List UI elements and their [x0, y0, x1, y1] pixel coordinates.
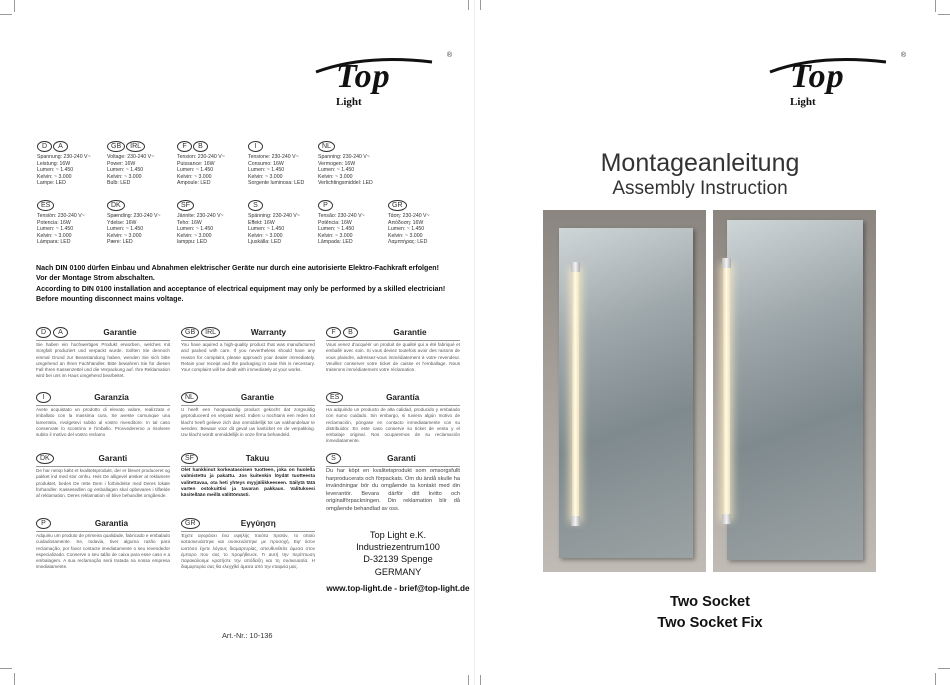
- spec-row: Kelvin: ~ 3.000: [248, 232, 283, 239]
- address-line: GERMANY: [374, 566, 422, 577]
- country-flags: [37, 141, 113, 152]
- spec-row: Tension: 230-240 V~: [177, 154, 225, 160]
- country-code-badge: D: [36, 327, 51, 338]
- spec-row: Spanning: 230-240 V~: [318, 154, 370, 160]
- country-code-badge: P: [318, 200, 333, 211]
- spec-row: Ampoule: LED: [177, 180, 211, 187]
- warning-line: Vor der Montage Strom abschalten.: [36, 274, 155, 283]
- guarantee-title: Garantie: [103, 327, 137, 337]
- guarantee-header: [36, 326, 170, 338]
- guarantee-text: Adquiriu um produto de primeira qualidade, fabricado e embalado cuidadosamente. Se, todavia, tiver alguma razão para reclamação, por favor contacte imediatamente o seu revendedor especializado. Conserve o seu talão de caixa para esse caso e a embalagem. A sua reclamação será tratada na nossa empresa imediatamente.: [36, 533, 170, 570]
- crop-mark: [14, 673, 15, 685]
- spec-row: Lumen: ~ 1.450: [107, 226, 144, 233]
- spec-row: Τάση: 230-240 V~: [388, 213, 430, 219]
- product-photo-two-socket: [543, 210, 706, 572]
- guarantee-title: Garantia: [94, 518, 129, 528]
- country-code-badge: ES: [37, 200, 54, 211]
- guarantee-title: Garanti: [387, 453, 416, 463]
- guarantee-title: Warranty: [250, 327, 287, 337]
- spec-row: Lumen: ~ 1.450: [248, 167, 285, 174]
- spec-row: Kelvin: ~ 3.000: [177, 173, 212, 180]
- guarantee-block: [326, 326, 460, 373]
- country-flags: [248, 200, 324, 211]
- mirror: [727, 220, 863, 560]
- country-flags: [318, 141, 394, 152]
- spec-row: Kelvin: ~ 3.000: [37, 232, 72, 239]
- logo-subtext: Light: [790, 96, 816, 108]
- mirror: [559, 228, 693, 558]
- product-name: Two Socket: [669, 594, 750, 610]
- country-code-badge: B: [193, 141, 208, 152]
- warning-line: According to DIN 0100 installation and acceptance of electrical equipment may only be performed by a skilled electrician!: [36, 284, 446, 293]
- guarantee-header: [181, 452, 315, 464]
- guarantee-block: [326, 391, 460, 445]
- spec-row: Lumen: ~ 1.450: [37, 226, 74, 233]
- spec-row: Leistung: 16W: [37, 160, 71, 167]
- country-code-badge: ES: [326, 392, 343, 403]
- spec-row: Ljuskälla: LED: [248, 239, 282, 246]
- spec-row: Sorgente luminosa: LED: [248, 180, 305, 187]
- title-german: Montageanleitung: [600, 149, 800, 177]
- spec-row: Lámpara: LED: [37, 239, 71, 246]
- warning-line: Nach DIN 0100 dürfen Einbau und Abnahmen elektrischer Geräte nur durch eine autorisierte Elektro-Fachkraft erfolgen!: [36, 264, 439, 272]
- spec-row: Ydelse: 16W: [107, 219, 137, 226]
- country-code-badge: IRL: [201, 327, 220, 338]
- spec-row: Lumen: ~ 1.450: [318, 226, 355, 233]
- guarantee-text: You have aquired a high-quality product that was manufactured and packed with care. If you nevertheless should have any reason for complaint, please approach your dealer immediately. Retain your receipt and the packaging in case this is necessary. Your complaint will be dealt with immediately at your works.: [181, 342, 315, 373]
- logo-text: Top: [336, 58, 391, 95]
- spec-block: [318, 200, 394, 246]
- address-line: Industriezentrum100: [356, 542, 440, 553]
- spec-row: Effekt: 16W: [248, 219, 275, 226]
- country-code-badge: I: [248, 141, 263, 152]
- guarantee-text: U heeft een hoogwaardig product gekocht dat zorgvuldig geproduceerd en verpakt werd. Indien u nochtans een reden tot klacht heeft gelieve zich dan onmiddellijk tot uw vakhandelaar te wenden. Bewaar voor dit geval uw kasticket en de verpakking. Uw klacht wordt onmiddellijk in onze firma behandeld.: [181, 407, 315, 438]
- guarantee-text: Sie haben ein hochwertiges Produkt erworben, welches mit Sorgfalt produziert und verpackt wurde. Sollten Sie dennoch einmal Grund zur Beanstandung haben, wenden Sie sich bitte umgehend an Ihren Fachhändler. Bitte bewahren Sie für diesen Fall Ihren Kassenzettel und die Verpackung auf. Ihre Reklamation wird bei uns im Haus umgehend bearbeitet.: [36, 342, 170, 379]
- crop-mark: [0, 668, 12, 669]
- spec-row: Kelvin: ~ 3.000: [248, 173, 283, 180]
- country-code-badge: D: [37, 141, 52, 152]
- brand-logo-left: [314, 52, 454, 112]
- guarantee-title: Garanti: [98, 453, 128, 463]
- guarantee-text: De har netop købt et kvalitetsprodukt, der er blevet produceret og pakket ind med stor omhu. Hvis De alligevel ønsker at reklamere produktet, bedes De rette Dem i forbindelse med Deres lokale forhandler. Kassesedlen og emballagen skal opbevares i tilfælde af reklamation. Deres reklamation vil blive behandlet omgående.: [36, 468, 170, 499]
- country-code-badge: DK: [107, 200, 125, 211]
- spec-row: Kelvin: ~ 3.000: [107, 232, 142, 239]
- spec-row: Vermogen: 16W: [318, 160, 356, 167]
- country-code-badge: DK: [36, 453, 54, 464]
- country-code-badge: F: [177, 141, 192, 152]
- spec-row: Spänning: 230-240 V~: [248, 213, 300, 219]
- logo-subtext: Light: [336, 96, 362, 108]
- spec-row: Spænding: 230-240 V~: [107, 213, 161, 219]
- company-address: [318, 529, 478, 595]
- guarantee-header: [36, 391, 170, 403]
- article-number: Art.-Nr.: 10-136: [222, 631, 273, 640]
- product-names: [610, 592, 810, 634]
- spec-block: [248, 141, 324, 187]
- spec-row: Potência: 16W: [318, 219, 352, 226]
- guarantee-header: [181, 517, 315, 529]
- spec-row: Kelvin: ~ 3.000: [177, 232, 212, 239]
- country-flags: [318, 200, 394, 211]
- guarantee-header: [326, 452, 460, 464]
- spec-block: [248, 200, 324, 246]
- guarantee-block: [36, 326, 170, 380]
- address-line: Top Light e.K.: [369, 530, 427, 540]
- spec-row: Jännite: 230-240 V~: [177, 213, 224, 219]
- spec-row: Kelvin: ~ 3.000: [318, 173, 353, 180]
- address-line: D-32139 Spenge: [363, 554, 433, 565]
- spec-row: Lumen: ~ 1.450: [177, 226, 214, 233]
- guarantee-header: [326, 326, 460, 338]
- country-flags: [107, 141, 183, 152]
- spec-row: Pære: LED: [107, 239, 133, 246]
- spec-row: Lumen: ~ 1.450: [388, 226, 425, 233]
- spec-block: [318, 141, 394, 187]
- guarantee-header: [36, 517, 170, 529]
- country-code-badge: F: [326, 327, 341, 338]
- crop-mark: [14, 0, 15, 12]
- spec-row: Power: 16W: [107, 160, 136, 167]
- spec-row: Potencia: 16W: [37, 219, 71, 226]
- guarantee-block: [36, 517, 170, 571]
- logo-text: Top: [790, 58, 845, 95]
- country-flags: [248, 141, 324, 152]
- spec-block: [107, 200, 183, 246]
- lamp-socket: [571, 516, 580, 526]
- country-code-badge: I: [36, 392, 51, 403]
- website-contact: www.top-light.de - brief@top-light.de: [326, 583, 470, 593]
- country-code-badge: IRL: [126, 141, 145, 152]
- warning-line: Before mounting disconnect mains voltage.: [36, 295, 184, 304]
- country-code-badge: SF: [181, 453, 198, 464]
- spec-row: Lâmpada: LED: [318, 239, 353, 246]
- guarantee-text: Avete acquistato un prodotto di elevato valore, realizzato e imballato con la massima cura. Se aveste comunque una lamentela, rivolgetevi subito al vostro rivenditore. In tal caso conservate lo scontrino e l'imballo. Provvederemo a risolvere subito il motivo del vostro reclamo: [36, 407, 170, 438]
- country-flags: [177, 200, 253, 211]
- product-photo-two-socket-fix: [713, 210, 876, 572]
- guarantee-header: [36, 452, 170, 464]
- guarantee-text: Vous venez d'acquérir un produit de qualité qui a été fabriqué et emballé avec soin. Si vous deviez toutefois avoir des raisons de vous plaindre, adressez-vous immédiatement à votre revendeur. Veuillez conserver votre ticket de caisse et l'emballage. Nous traiterons immédiatement votre réclamation.: [326, 342, 460, 373]
- guarantee-block: [181, 391, 315, 438]
- guarantee-title: Garanzia: [94, 392, 129, 402]
- guarantee-title: Εγγύηση: [240, 518, 276, 528]
- spec-row: Kelvin: ~ 3.000: [318, 232, 353, 239]
- spec-row: lamppu: LED: [177, 239, 207, 246]
- spec-row: Bulb: LED: [107, 180, 131, 187]
- country-code-badge: GB: [181, 327, 199, 338]
- product-name: Two Socket Fix: [657, 615, 763, 631]
- crop-mark: [468, 675, 469, 685]
- guarantee-text: Ha adquirido un producto de alta calidad, producido y embalado con sumo cuidado. Sin embargo, si tuviera algún motivo de reclamación, póngase en contacto inmediatamente con su distribuidor. En este caso conserve su ticket de venta y el embalaje original. Nos ocuparemos de su reclamación inmediatamente.: [326, 407, 460, 444]
- safety-warning: [36, 263, 466, 305]
- country-flags: [177, 141, 253, 152]
- lamp-socket: [722, 514, 731, 524]
- guarantee-title: Garantie: [240, 392, 275, 402]
- guarantee-title: Garantie: [393, 327, 427, 337]
- country-code-badge: NL: [318, 141, 335, 152]
- spec-row: Voltage: 230-240 V~: [107, 154, 155, 160]
- guarantee-header: [181, 391, 315, 403]
- spec-block: [107, 141, 183, 187]
- guarantee-block: [181, 452, 315, 499]
- country-code-badge: NL: [181, 392, 198, 403]
- spec-row: Tensão: 230-240 V~: [318, 213, 365, 219]
- spec-block: [177, 141, 253, 187]
- country-code-badge: S: [248, 200, 263, 211]
- spec-row: Kelvin: ~ 3.000: [388, 232, 423, 239]
- crop-mark: [0, 14, 12, 15]
- guarantee-block: [36, 391, 170, 438]
- guarantee-block: [36, 452, 170, 499]
- spec-row: Lampe: LED: [37, 180, 66, 187]
- spec-row: Verlichtingsmiddel: LED: [318, 180, 373, 187]
- guarantee-block: [326, 452, 460, 514]
- logo-registered: ®: [446, 52, 452, 59]
- guarantee-header: [181, 326, 315, 338]
- country-code-badge: GB: [107, 141, 125, 152]
- lamp-socket: [722, 258, 731, 268]
- spec-row: Lumen: ~ 1.450: [248, 226, 285, 233]
- logo-registered: ®: [900, 52, 906, 59]
- crop-mark: [468, 0, 469, 10]
- spec-row: Lumen: ~ 1.450: [107, 167, 144, 174]
- brand-logo-right: [768, 52, 908, 112]
- country-flags: [107, 200, 183, 211]
- spec-row: Tensión: 230-240 V~: [37, 213, 85, 219]
- spec-row: Kelvin: ~ 3.000: [107, 173, 142, 180]
- crop-mark: [935, 673, 936, 685]
- spec-row: Consumo: 16W: [248, 160, 284, 167]
- spec-row: Lumen: ~ 1.450: [37, 167, 74, 174]
- country-code-badge: B: [343, 327, 358, 338]
- guarantee-text: Έχετε αγοράσει ένα υψηλής ποιότα προϊόν, το οποίο κατασκευάστηκε και συσκευάστηκε με προσοχή. Εφ' όσον ωστόσο έχετε λόγους διαμαρτυρίας, απευθυνθείτε άμεσα στον έμπορο που σας το προμήθευσε. Γι αυτή την περίπτωση παρακαλούμε κρατήστε την απόδειξη και τη συσκευασία. Η διαμαρτυρία σας θα ελεγχθεί άμεσα από την εταιρεία μας.: [181, 533, 315, 570]
- crop-mark: [480, 675, 481, 685]
- lamp-tube: [723, 266, 730, 518]
- country-code-badge: P: [36, 518, 51, 529]
- document-title: [575, 148, 825, 200]
- crop-mark: [938, 668, 950, 669]
- crop-mark: [938, 14, 950, 15]
- country-code-badge: SF: [177, 200, 194, 211]
- title-english: Assembly Instruction: [612, 178, 788, 199]
- guarantee-header: [326, 391, 460, 403]
- spec-block: [37, 141, 113, 187]
- spec-row: Απόδοση: 16W: [388, 219, 424, 226]
- guarantee-text: Olet hankkinut korkeatasoisen tuotteen, joka on huolella valmistettu ja pakattu. Jos kuitenkin löydät tuotteesta valitettavaa, ota heti yhteys myyjäliikkeeseen. Säilytä tätä varten ostokuittisi ja tavaran pakkaus. Valituksesi käsitellään meillä välittömästi.: [181, 468, 315, 499]
- country-code-badge: GR: [181, 518, 200, 529]
- spec-row: Puissance: 16W: [177, 160, 215, 167]
- spec-row: Kelvin: ~ 3.000: [37, 173, 72, 180]
- spec-row: Tensione: 230-240 V~: [248, 154, 299, 160]
- lamp-socket: [571, 262, 580, 272]
- spec-block: [177, 200, 253, 246]
- crop-mark: [480, 0, 481, 10]
- spec-row: Teho: 16W: [177, 219, 202, 226]
- spec-block: [37, 200, 113, 246]
- guarantee-block: [181, 517, 315, 571]
- spec-row: Lumen: ~ 1.450: [177, 167, 214, 174]
- spec-row: Spannung: 230-240 V~: [37, 154, 91, 160]
- country-code-badge: A: [53, 141, 68, 152]
- guarantee-title: Garantía: [386, 392, 420, 402]
- guarantee-title: Takuu: [245, 453, 270, 463]
- spec-block: [388, 200, 464, 246]
- country-flags: [37, 200, 113, 211]
- guarantee-text: Du har köpt en kvalitetsprodukt som omsorgsfullt harproducerats och förpackats. Om du ändå skulle ha invändningar bör du omgående ta kontakt med din leverantör. Bevara därför ditt kvitto och originalförpackningen. Din reklamation blir då omgående behandlad av oss.: [326, 468, 460, 512]
- country-code-badge: GR: [388, 200, 407, 211]
- spec-row: Lumen: ~ 1.450: [318, 167, 355, 174]
- lamp-tube: [572, 270, 579, 520]
- guarantee-block: [181, 326, 315, 373]
- crop-mark: [935, 0, 936, 12]
- country-flags: [388, 200, 464, 211]
- spec-row: Λαμπτήρας: LED: [388, 239, 428, 246]
- country-code-badge: A: [53, 327, 68, 338]
- country-code-badge: S: [326, 453, 341, 464]
